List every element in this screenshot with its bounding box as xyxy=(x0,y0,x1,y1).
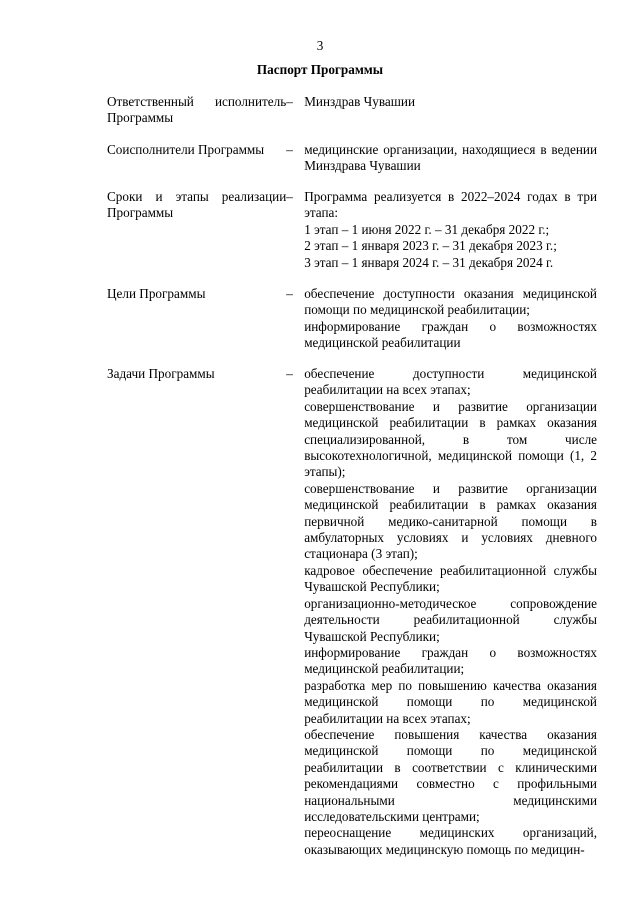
row-value xyxy=(304,286,597,352)
value-line: переоснащение медицинских организаций, оказывающих медицинскую помощь по медицин- xyxy=(304,825,597,857)
dash-separator: – xyxy=(286,94,293,109)
value-line: 3 этап – 1 января 2024 г. – 31 декабря 2024 г. xyxy=(304,254,554,270)
value-line: Минздрав Чувашии xyxy=(304,94,416,109)
passport-row-co-executors xyxy=(107,142,597,175)
row-label: Соисполнители Программы xyxy=(107,142,265,157)
dash-separator: – xyxy=(286,189,293,204)
row-label: Ответственный исполнитель Программы xyxy=(107,94,287,126)
page-number: 3 xyxy=(316,38,324,53)
value-line: совершенствование и развитие организации медицинской реабилитации в рамках оказания первичной медико-санитарной помощи в амбулаторных условиях и условиях дневного стационара (3 этап); xyxy=(304,480,597,562)
row-value xyxy=(304,142,597,175)
document-title: Паспорт Программы xyxy=(256,62,384,77)
dash-separator: – xyxy=(286,142,293,157)
value-line: совершенствование и развитие организации медицинской реабилитации в рамках оказания специализированной, в том числе высокотехнологичной, медицинской помощи (1, 2 этапы); xyxy=(304,398,597,480)
value-line: 2 этап – 1 января 2023 г. – 31 декабря 2023 г.; xyxy=(304,238,557,254)
passport-row-terms xyxy=(107,189,597,271)
value-line: обеспечение повышения качества оказания медицинской помощи по медицинской реабилитации в соответствии с клиническими рекомендациями совместно с профильными национальными медицинскими исследовательскими центрами; xyxy=(304,726,597,824)
row-value xyxy=(304,94,597,127)
value-line: 1 этап – 1 июня 2022 г. – 31 декабря 2022 г.; xyxy=(304,221,550,237)
value-line: обеспечение доступности оказания медицинской помощи по медицинской реабилитации; xyxy=(304,286,597,318)
passport-row-tasks xyxy=(107,366,597,858)
dash-separator: – xyxy=(286,366,293,381)
passport-row-responsible xyxy=(107,94,597,127)
value-line: Программа реализуется в 2022–2024 годах в три этапа: xyxy=(304,189,597,221)
value-line: информирование граждан о возможностях медицинской реабилитации; xyxy=(304,644,597,677)
row-label: Задачи Программы xyxy=(107,366,215,381)
row-value xyxy=(304,366,597,858)
value-line: кадровое обеспечение реабилитационной службы Чувашской Республики; xyxy=(304,562,597,595)
row-label: Сроки и этапы реализации Программы xyxy=(107,189,287,221)
value-line: информирование граждан о возможностях медицинской реабилитации xyxy=(304,318,597,351)
value-line: обеспечение доступности медицинской реабилитации на всех этапах; xyxy=(304,366,597,398)
row-value xyxy=(304,189,597,271)
passport-row-goals xyxy=(107,286,597,352)
value-line: разработка мер по повышению качества оказания медицинской помощи по медицинской реабилитации на всех этапах; xyxy=(304,677,597,726)
row-label: Цели Программы xyxy=(107,286,206,301)
value-line: медицинские организации, находящиеся в ведении Минздрава Чувашии xyxy=(304,142,597,174)
dash-separator: – xyxy=(286,286,293,301)
value-line: организационно-методическое сопровождение деятельности реабилитационной службы Чувашской Республики; xyxy=(304,595,597,644)
